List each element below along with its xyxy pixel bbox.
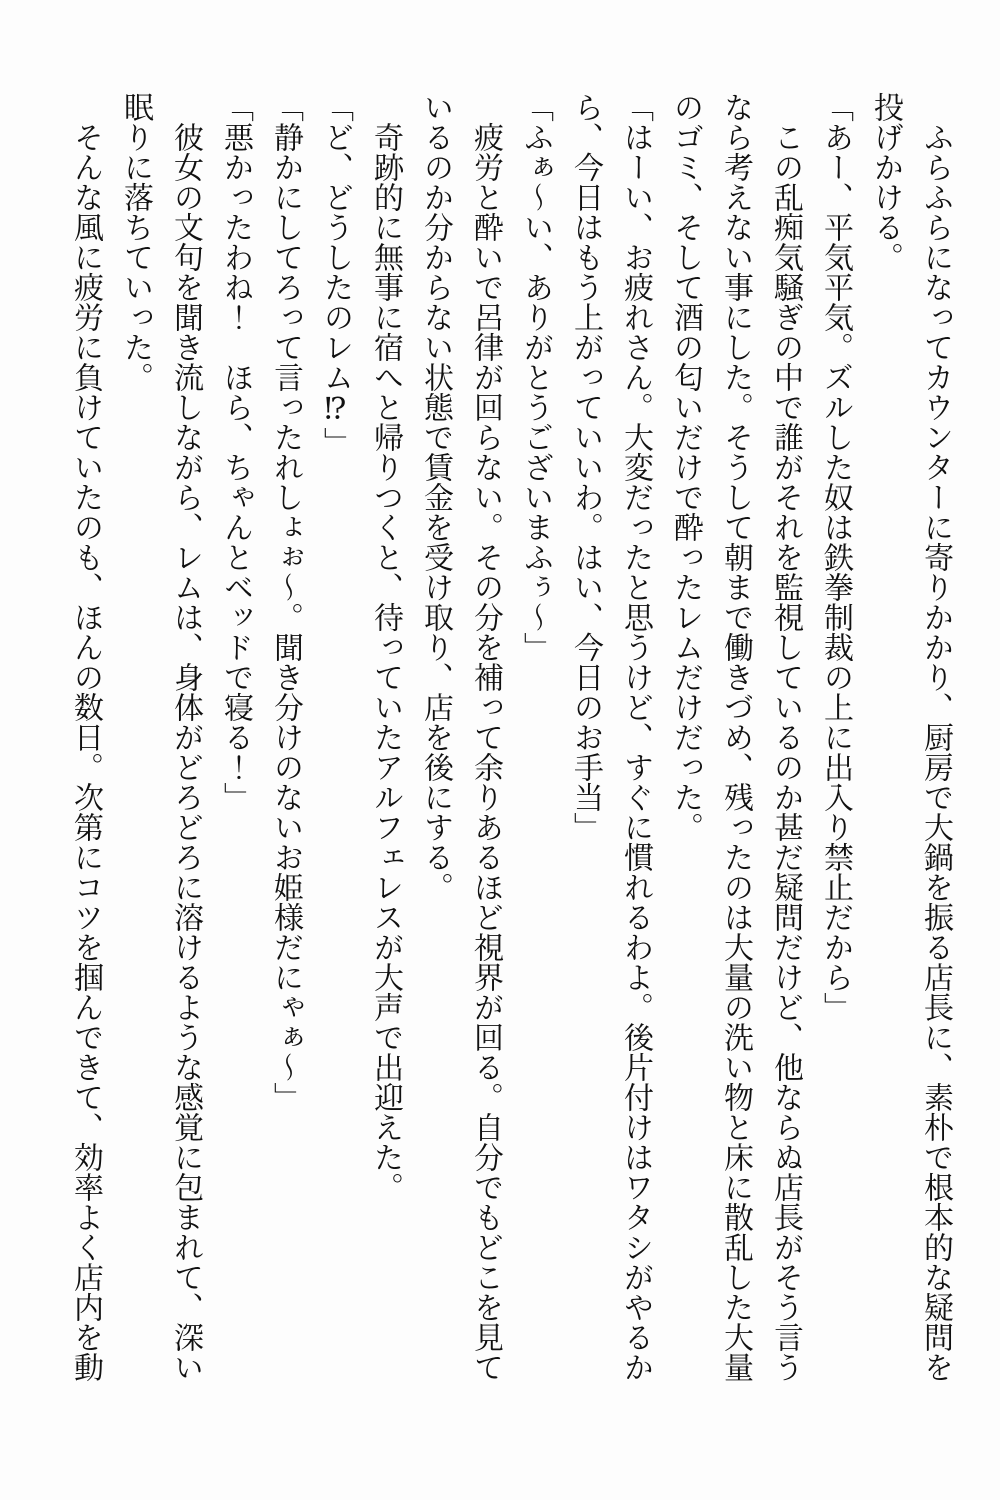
paragraph-11: 彼女の文句を聞き流しながら、レムは、身体がどろどろに溶けるような感覚に包まれて、深い眠りに落ちていった。: [118, 92, 203, 1382]
paragraph-2: 「あー、平気平気。ズルした奴は鉄拳制裁の上に出入り禁止だから」: [818, 92, 853, 1022]
paragraph-5: 「ふぁ～い、ありがとうございまふぅ～」: [518, 92, 553, 662]
paragraph-10: 「悪かったわね！ ほら、ちゃんとベッドで寝る！」: [218, 92, 253, 812]
paragraph-3: この乱痴気騒ぎの中で誰がそれを監視しているのか甚だ疑問だけど、他ならぬ店長がそう言うなら考えない事にした。そうして朝まで働きづめ、残ったのは大量の洗い物と床に散乱した大量のゴミ、そして酒の匂いだけで酔ったレムだけだった。: [668, 92, 803, 1382]
paragraph-4: 「はーい、お疲れさん。大変だったと思うけど、すぐに慣れるわよ。後片付けはワタシがやるから、今日はもう上がっていいわ。はい、今日のお手当」: [568, 92, 653, 1382]
paragraph-8: 「ど、どうしたのレム⁉」: [318, 92, 353, 457]
paragraph-12: そんな風に疲労に負けていたのも、ほんの数日。次第にコツを掴んできて、効率よく店内を動: [68, 122, 103, 1382]
paragraph-9: 「静かにしてろって言ったれしょぉ～。聞き分けのないお姫様だにゃぁ～」: [268, 92, 303, 1112]
paragraph-1: ふらふらになってカウンターに寄りかかり、厨房で大鍋を振る店長に、素朴で根本的な疑問を投げかける。: [868, 92, 953, 1382]
novel-text-block: [60, 92, 960, 1396]
paragraph-7: 奇跡的に無事に宿へと帰りつくと、待っていたアルフェレスが大声で出迎えた。: [368, 122, 403, 1202]
paragraph-6: 疲労と酔いで呂律が回らない。その分を補って余りあるほど視界が回る。自分でもどこを見ているのか分からない状態で賃金を受け取り、店を後にする。: [418, 92, 503, 1382]
